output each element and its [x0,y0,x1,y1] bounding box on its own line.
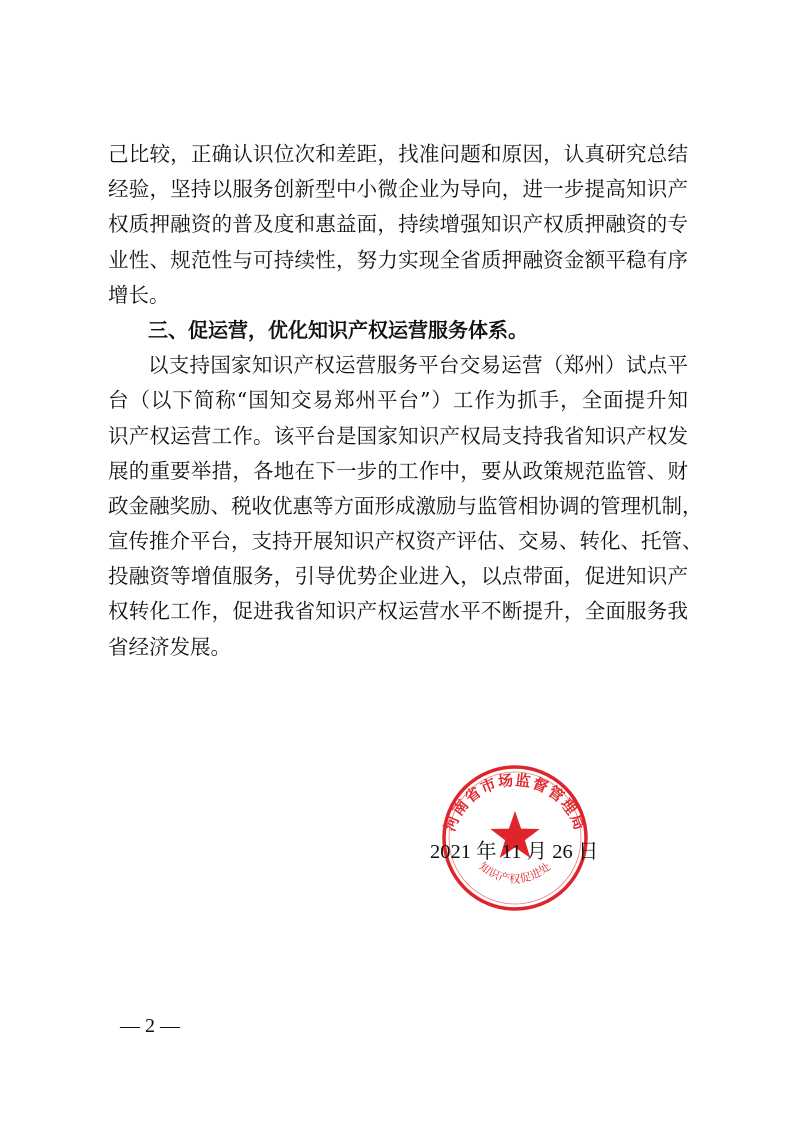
text-line: 台（以下简称“国知交易郑州平台”）工作为抓手，全面提升知 [108,388,688,413]
text-line: 己比较，正确认识位次和差距，找准问题和原因，认真研究总结 [108,142,688,166]
section-heading: 三、促运营，优化知识产权运营服务体系。 [148,317,528,342]
text-line: 增长。 [108,282,170,307]
text-line: 政金融奖励、税收优惠等方面形成激励与监管相协调的管理机制， [108,493,703,518]
text-line: 展的重要举措，各地在下一步的工作中，要从政策规范监管、财 [108,458,688,483]
text-line: 省经济发展。 [108,634,231,659]
text-line: 宣传推介平台，支持开展知识产权资产评估、交易、转化、托管、 [108,529,703,554]
text-line: 权质押融资的普及度和惠益面，持续增强知识产权质押融资的专 [108,212,688,237]
seal-outer-text: 河南省市场监督管理局 [440,770,590,834]
document-body [108,137,703,665]
text-line: 识产权运营工作。该平台是国家知识产权局支持我省知识产权发 [108,423,688,448]
document-date: 2021 年 11 月 26 日 [430,841,599,863]
text-line: 权转化工作，促进我省知识产权运营水平不断提升，全面服务我 [108,599,688,624]
text-line: 投融资等增值服务，引导优势企业进入，以点带面，促进知识产 [108,564,688,589]
text-line: 以支持国家知识产权运营服务平台交易运营（郑州）试点平 [148,353,688,378]
text-line: 经验，坚持以服务创新型中小微企业为导向，进一步提高知识产 [108,177,688,202]
text-line: 业性、规范性与可持续性，努力实现全省质押融资金额平稳有序 [108,247,688,272]
page-number: — 2 — [120,1015,180,1037]
seal-inner-text: 知识产权促进处 [476,859,554,886]
